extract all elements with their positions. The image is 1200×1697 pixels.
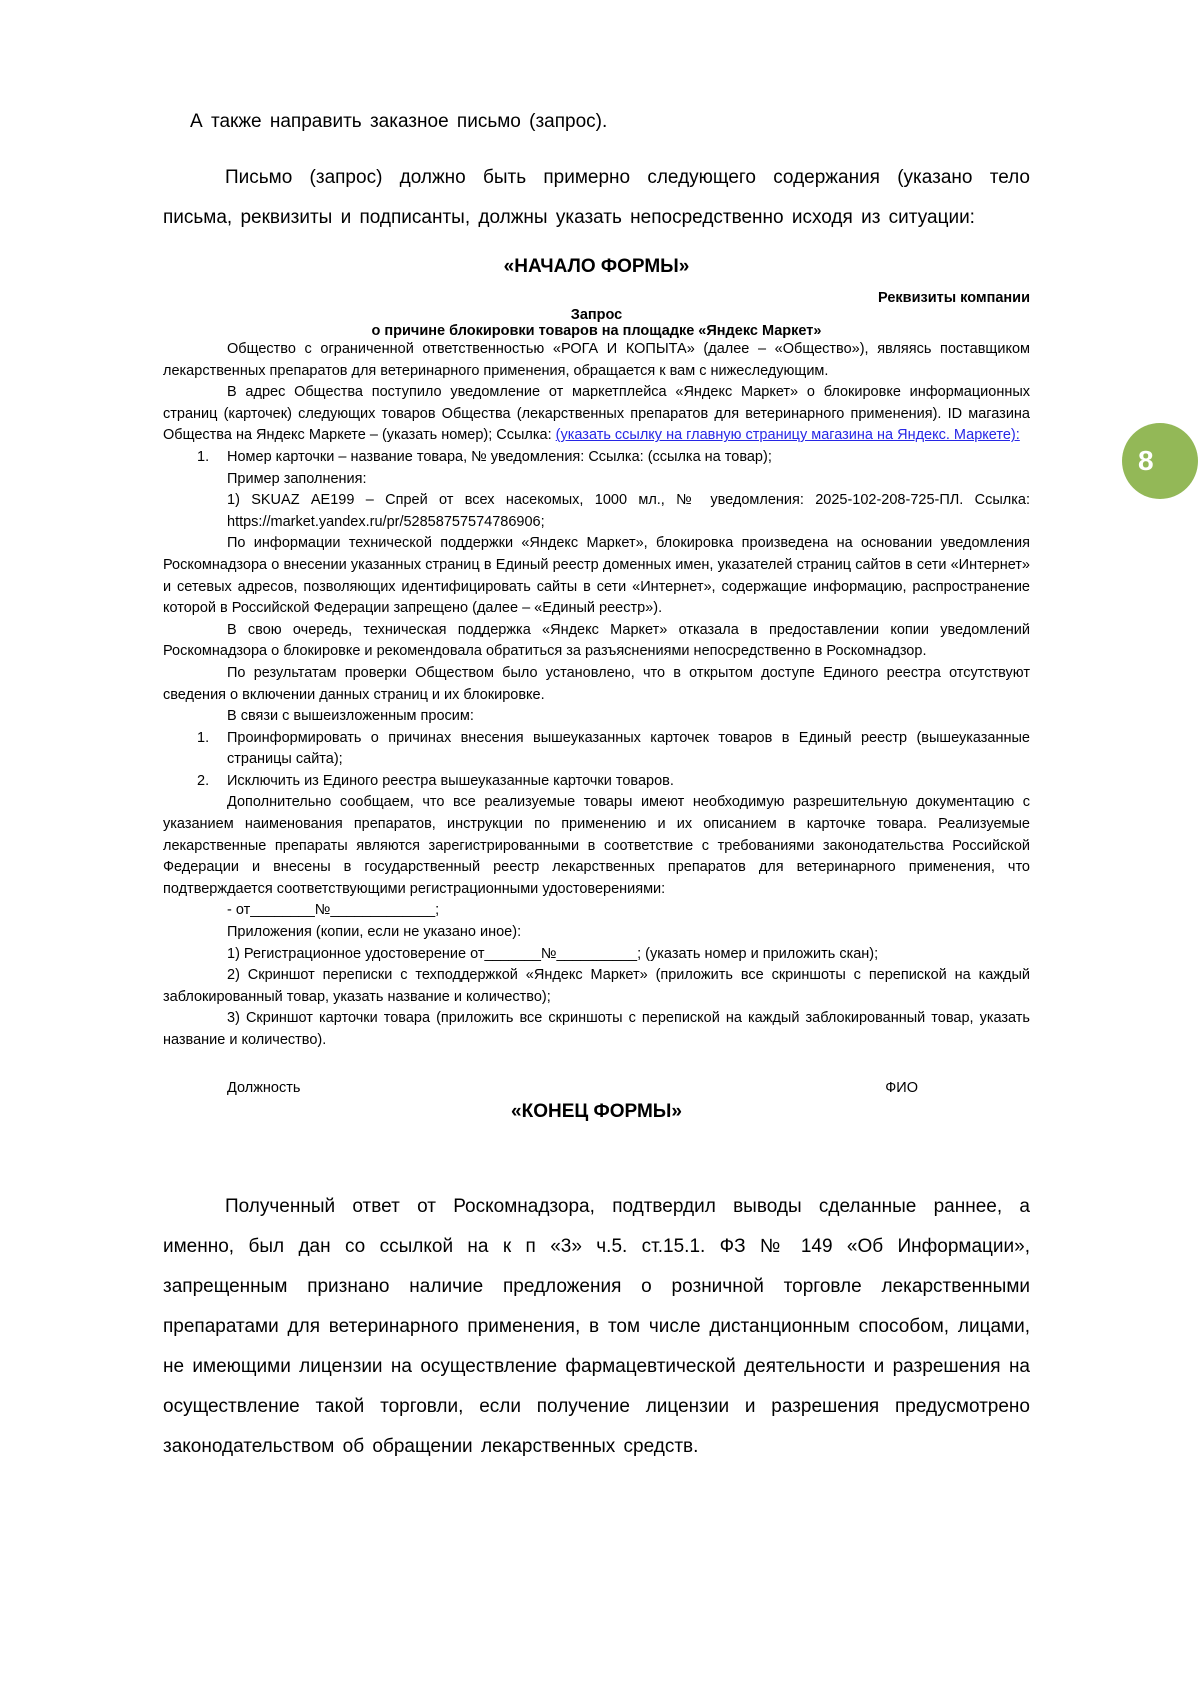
notice-text: В адрес Общества поступило уведомление от маркетплейса «Яндекс Маркет» о блокировке информационных страниц (карточек) следующих товаров Общества (лекарственных препаратов для ветеринарного применения). ID магазина Общества на Яндекс Маркете – (указать номер); Ссылка: (163, 384, 1030, 444)
list-item-card-number (163, 447, 1030, 469)
example-label: Пример заполнения: (227, 470, 367, 487)
signature-name-label: ФИО (885, 1079, 918, 1096)
attachment-item-1: 1) Регистрационное удостоверение от_______№__________; (указать номер и приложить скан); (227, 945, 879, 962)
signature-row (163, 1078, 1030, 1100)
letter-paragraph-support: По информации технической поддержки «Яндекс Маркет», блокировка произведена на основании уведомления Роскомнадзора о внесении указанных страниц в Единый реестр доменных имен, указателей страниц сайтов в сети «Интернет» и сетевых адресов, позволяющих идентифицировать сайты в сети «Интернет», содержащие информацию, распространение которой в Российской Федерации запрещено (далее – «Единый реестр»). (163, 535, 1030, 617)
intro-paragraph-2: Письмо (запрос) должно быть примерно следующего содержания (указано тело письма, реквизиты и подписанты, должны указать непосредственно исходя из ситуации: (163, 167, 1030, 228)
letter-paragraph-check: По результатам проверки Обществом было установлено, что в открытом доступе Единого реестра отсутствуют сведения о включении данных страниц и их блокировке. (163, 664, 1030, 703)
letter-title: Запрос (570, 307, 623, 323)
attachments-label: Приложения (копии, если не указано иное): (227, 924, 522, 941)
request-item-text: Исключить из Единого реестра вышеуказанные карточки товаров. (227, 772, 674, 789)
example-line: 1) SKUAZ АЕ199 – Спрей от всех насекомых, 1000 мл., № уведомления: 2025-102-208-725-ПЛ. Ссылка: https://market.yandex.ru/pr/52858757574786906; (227, 492, 1030, 530)
signature-position-label: Должность (227, 1079, 301, 1096)
letter-body (163, 339, 1030, 1099)
letter-subject: о причине блокировки товаров на площадке «Яндекс Маркет» (371, 323, 822, 339)
request-item-2 (163, 771, 1030, 793)
blank-certificate-line: - от________№_____________; (227, 902, 440, 919)
list-item-number: 1. (197, 448, 210, 465)
letter-paragraph-notice (163, 382, 1030, 447)
intro-paragraph-1: А также направить заказное письмо (запрос). (190, 111, 608, 132)
conclusion-paragraph: Полученный ответ от Роскомнадзора, подтвердил выводы сделанные раннее, а именно, был дан со ссылкой на к п «3» ч.5. ст.15.1. ФЗ № 149 «Об Информации», запрещенным признано наличие предложения о розничной торговле лекарственными препаратами для ветеринарного применения, в том числе дистанционным способом, лицами, не имеющими лицензии на осуществление фармацевтической деятельности и разрешения на осуществление такой торговли, если получение лицензии и разрешения предусмотрено законодательством об обращении лекарственных средств. (163, 1196, 1030, 1458)
request-item-number: 1. (197, 729, 210, 746)
letter-paragraph-request-intro: В связи с вышеизложенным просим: (227, 708, 474, 725)
request-item-1 (163, 728, 1030, 771)
store-main-page-link[interactable]: (указать ссылку на главную страницу магазина на Яндекс. Маркете): (555, 427, 1020, 444)
form-end-marker: «КОНЕЦ ФОРМЫ» (511, 1101, 682, 1123)
company-requisites-label: Реквизиты компании (878, 290, 1030, 306)
form-start-marker: «НАЧАЛО ФОРМЫ» (503, 256, 690, 277)
attachment-item-3: 3) Скриншот карточки товара (приложить все скриншоты с перепиской на каждый заблокированный товар, указать название и количество). (163, 1010, 1030, 1048)
list-item-text: Номер карточки – название товара, № уведомления: Ссылка: (ссылка на товар); (227, 448, 772, 465)
letter-paragraph-refusal: В свою очередь, техническая поддержка «Яндекс Маркет» отказала в предоставлении копии уведомлений Роскомнадзора о блокировке и рекомендовала обратиться за разъяснениями непосредственно в Роскомнадзор. (163, 621, 1030, 660)
request-item-text: Проинформировать о причинах внесения вышеуказанных карточек товаров в Единый реестр (вышеуказанные страницы сайта); (227, 729, 1030, 768)
request-item-number: 2. (197, 772, 210, 789)
letter-paragraph-intro: Общество с ограниченной ответственностью «РОГА И КОПЫТА» (далее – «Общество»), являясь поставщиком лекарственных препаратов для ветеринарного применения, обращается к вам с нижеследующим. (163, 341, 1030, 379)
page-number-badge[interactable]: 8 (1122, 423, 1198, 499)
attachment-item-2: 2) Скриншот переписки с техподдержкой «Яндекс Маркет» (приложить все скриншоты с перепиской на каждый заблокированный товар, указать название и количество); (163, 967, 1030, 1005)
letter-paragraph-additional: Дополнительно сообщаем, что все реализуемые товары имеют необходимую разрешительную документацию с указанием наименования препаратов, инструкции по применению и их описанием в карточке товара. Реализуемые лекарственные препараты являются зарегистрированными в соответствие с требованиями законодательства Российской Федерации и внесены в государственный реестр лекарственных препаратов для ветеринарного применения, что подтверждается соответствующими регистрационными удостоверениями: (163, 794, 1030, 897)
